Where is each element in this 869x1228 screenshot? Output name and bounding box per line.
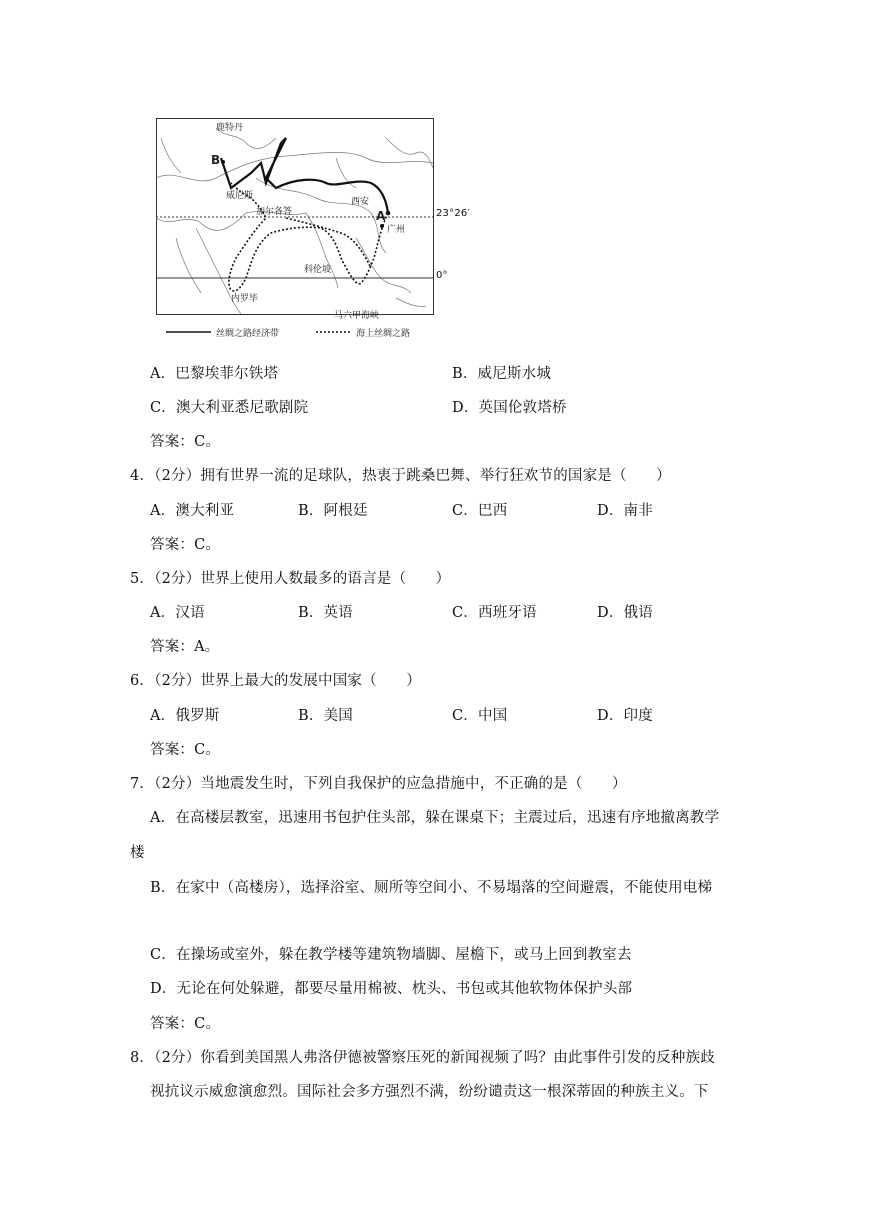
label-xian: 西安 (351, 197, 370, 207)
q6-option-c: C．中国 (452, 708, 508, 724)
q5-answer: 答案：A。 (150, 639, 220, 655)
q5-option-c: C．西班牙语 (452, 605, 537, 621)
q4-stem: 4．（2分）拥有世界一流的足球队，热衷于跳桑巴舞、举行狂欢节的国家是（ ） (130, 468, 671, 484)
q4-option-c: C．巴西 (452, 503, 508, 519)
legend-solid-label: 丝绸之路经济带 (216, 329, 280, 338)
label-tropic: 23°26′ (436, 208, 470, 219)
label-nairobi: 内罗毕 (231, 294, 259, 304)
q7-stem: 7．（2分）当地震发生时，下列自我保护的应急措施中，不正确的是（ ） (130, 776, 627, 792)
legend-dotted-label: 海上丝绸之路 (356, 329, 411, 338)
q7-option-a-line2: 楼 (130, 845, 145, 861)
q6-option-d: D．印度 (597, 708, 653, 724)
label-guangzhou: 广州 (387, 225, 406, 235)
q7-answer: 答案：C。 (150, 1016, 221, 1032)
q6-stem: 6．（2分）世界上最大的发展中国家（ ） (130, 673, 421, 689)
q6-option-b: B．美国 (298, 708, 353, 724)
q6-answer: 答案：C。 (150, 742, 221, 758)
q3-answer: 答案：C。 (150, 434, 221, 450)
silk-road-map (156, 118, 434, 338)
q3-option-a: A．巴黎埃菲尔铁塔 (150, 366, 279, 382)
q5-option-d: D．俄语 (597, 605, 653, 621)
q7-option-b: B．在家中（高楼房），选择浴室、厕所等空间小、不易塌落的空间避震，不能使用电梯 (150, 880, 713, 896)
q5-stem: 5．（2分）世界上使用人数最多的语言是（ ） (130, 571, 451, 587)
q7-option-c: C．在操场或室外，躲在教学楼等建筑物墙脚、屋檐下，或马上回到教室去 (150, 947, 632, 963)
label-colombo: 科伦坡 (304, 265, 332, 275)
q5-option-b: B．英语 (298, 605, 353, 621)
q8-line-1: 8．（2分）你看到美国黑人弗洛伊德被警察压死的新闻视频了吗？由此事件引发的反种族歧 (130, 1050, 715, 1066)
q4-answer: 答案：C。 (150, 537, 221, 553)
label-b: B (211, 153, 221, 167)
q8-line-2: 视抗议示威愈演愈烈。国际社会多方强烈不满，纷纷谴责这一根深蒂固的种族主义。下 (150, 1084, 709, 1100)
q3-option-c: C．澳大利亚悉尼歌剧院 (150, 400, 309, 416)
label-kolkata: 加尔各答 (256, 207, 293, 217)
q4-option-d: D．南非 (597, 503, 653, 519)
q3-option-d: D．英国伦敦塔桥 (452, 400, 567, 416)
map-frame (157, 119, 434, 315)
q7-option-a-line1: A．在高楼层教室，迅速用书包护住头部，躲在课桌下；主震过后，迅速有序地撤离教学 (150, 810, 720, 826)
label-a: A (376, 209, 386, 223)
q5-option-a: A．汉语 (150, 605, 205, 621)
q6-option-a: A．俄罗斯 (150, 708, 220, 724)
q4-option-b: B．阿根廷 (298, 503, 368, 519)
q3-option-b: B．威尼斯水城 (452, 366, 552, 382)
q4-option-a: A．澳大利亚 (150, 503, 235, 519)
label-malacca: 马六甲海峡 (334, 311, 380, 321)
q7-option-d: D．无论在何处躲避，都要尽量用棉被、枕头、书包或其他软物体保护头部 (150, 981, 633, 997)
label-rotterdam: 鹿特丹 (216, 123, 244, 133)
label-venice: 威尼斯 (226, 191, 254, 201)
label-equator: 0° (436, 270, 448, 281)
